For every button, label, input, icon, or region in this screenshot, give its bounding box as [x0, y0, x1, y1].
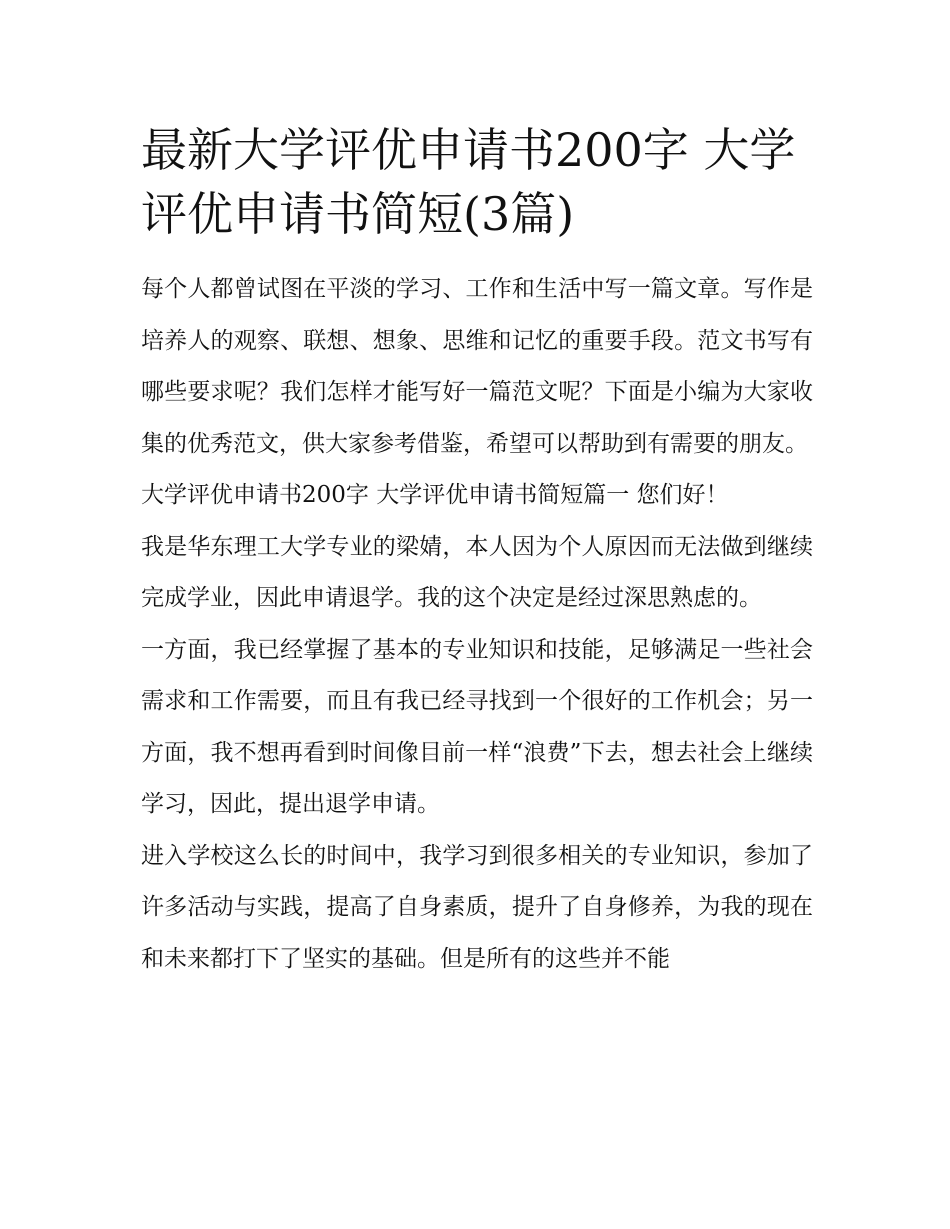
- document-page: [141, 118, 813, 985]
- paragraph-section-heading: 大学评优申请书200字 大学评优申请书简短篇一 您们好！: [141, 482, 729, 508]
- paragraph-intro: 每个人都曾试图在平淡的学习、工作和生活中写一篇文章。写作是培养人的观察、联想、想象、思维和记忆的重要手段。范文书写有哪些要求呢？我们怎样才能写好一篇范文呢？下面是小编为大家收集的优秀范文，供大家参考借鉴，希望可以帮助到有需要的朋友。: [141, 276, 813, 457]
- document-title: 最新大学评优申请书200字 大学评优申请书简短(3篇): [141, 123, 796, 241]
- paragraph-body-3: 进入学校这么长的时间中，我学习到很多相关的专业知识，参加了许多活动与实践，提高了自身素质，提升了自身修养，为我的现在和未来都打下了坚实的基础。但是所有的这些并不能: [141, 842, 813, 972]
- paragraph-body-2: 一方面，我已经掌握了基本的专业知识和技能，足够满足一些社会需求和工作需要，而且有我已经寻找到一个很好的工作机会；另一方面，我不想再看到时间像目前一样“浪费”下去，想去社会上继续学习，因此，提出退学申请。: [141, 636, 813, 817]
- paragraph-body-1: 我是华东理工大学专业的梁婧，本人因为个人原因而无法做到继续完成学业，因此申请退学。我的这个决定是经过深思熟虑的。: [141, 533, 813, 611]
